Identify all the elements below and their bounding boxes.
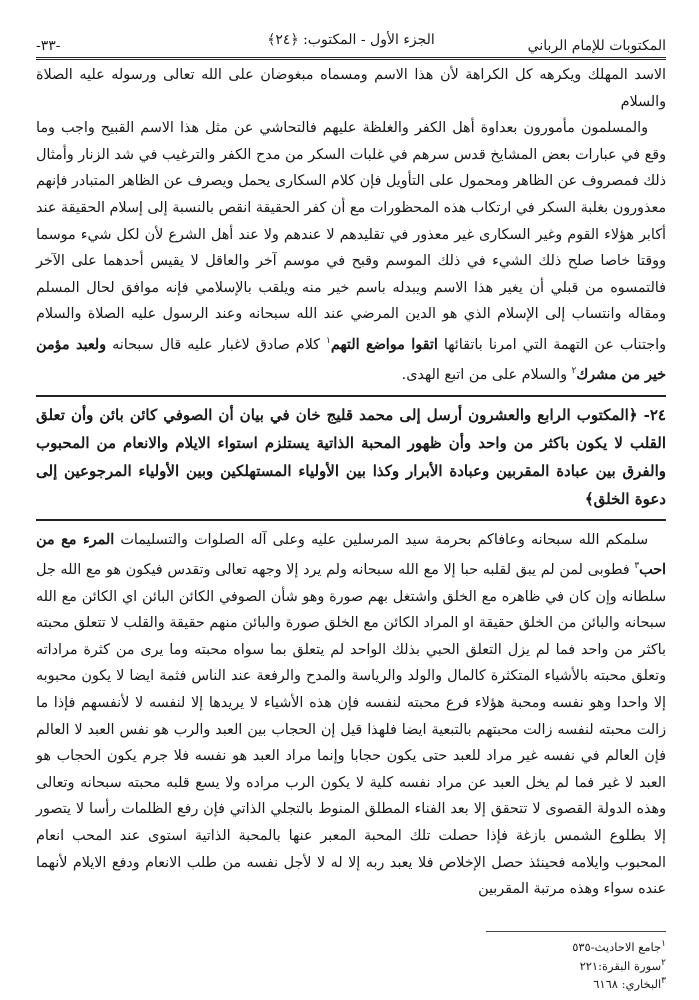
intro-text (36, 62, 666, 389)
footnote-ref-2: ٢ (571, 366, 577, 377)
hadith-quote: اتقوا مواضع التهم (330, 336, 438, 353)
intro-closing: والسلام على من اتبع الهدى. (401, 367, 572, 384)
section-title: الجزء الأول - المكتوب: ﴿٢٤﴾ (267, 32, 435, 48)
footnote-ref-3: ٣ (634, 561, 640, 572)
intro-line: الاسد المهلك ويكرهه كل الكراهة لأن هذا الاسم ومسماه مبغوضان على الله تعالى ورسوله عليه الصلاة والسلام (36, 67, 666, 110)
footnote-2 (36, 955, 666, 974)
footnote-divider (486, 931, 666, 932)
hadith-opening: المرء مع من احب (36, 531, 667, 579)
book-title: المكتوبات للإمام الرباني (527, 38, 666, 54)
intro-paragraph (36, 115, 666, 388)
footnotes (36, 936, 666, 992)
letter-heading: ٢٤- ﴿المكتوب الرابع والعشرون أرسل إلى محمد قليج خان في بيان أن الصوفي كائن بائن وأن تعلق القلب لا يكون باكثر من واحد وأن ظهور المحبة الذاتية يستلزم استواء الايلام والانعام من المحبوب والفرق بين عبادة المقربين وعبادة الأبرار وكذا بين الأولياء المستهلكين وبين الأولياء المرجوعين إلى دعوة الخلق﴾ (36, 397, 666, 521)
quran-quote: ولعبد مؤمن خير من مشرك (36, 336, 666, 384)
letter-body (36, 527, 666, 903)
footnote-number: ٣ (661, 976, 666, 987)
footnote-ref-1: ١ (325, 335, 331, 346)
footnote-number: ٢ (661, 957, 666, 968)
body-text: فطوبى لمن لم يبق لقلبه حبا إلا مع الله سبحانه ولم يرد إلا وجهه تعالى وتقدس فيكون هو مع الله جل سلطانه وإن كان في ظاهره مع الخلق واشتغل بهم صورة وهو شأن الصوفي الكائن البائن اي الكائن مع الله سبحانه والبائن من الخلق حقيقة او المراد الكائن مع الخلق صورة والبائن منهم حقيقة والقلب لا تتعلق محبته باكثر من واحد فما لم يزل التعلق الحبي بذلك الواحد لم يتعلق بما سواه محبته وما يرى من كثرة مراداته وتعلق محبته بالأشياء المتكثرة كالمال والولد والرياسة والمدح والرفعة عند الناس فثمة ايضا لا يكون محبوبه إلا واحدا وهو نفسه ومحبة هؤلاء فرع محبته لنفسه فإن هذه الأشياء لا يريدها إلا لنفسه لا لأنفسهم فإذا ما زالت محبته لنفسه زالت محبتهم بالتبعية ايضا فلهذا قيل إن الحجاب بين العبد والرب هو نفس العبد لا العالم فإن العالم في نفسه غير مراد للعبد حتى يكون حجابا وإنما مراد العبد هو نفسه فلا جرم يكون الحجاب هو العبد لا غير فما لم يخل العبد عن مراد نفسه كلية لا يكون الرب مراده ولا يسع قلبه محبته سبحانه وتعالى وهذه الدولة القصوى لا تتحقق إلا بعد الفناء المطلق المنوط بالتجلي الذاتي فإن رفع الظلمات رأسا لا يتصور إلا بطلوع الشمس بازغة فإذا حصلت تلك المحبة المعبر عنها بالمحبة الذاتية استوى عند المحب انعام المحبوب وايلامه فحينئذ حصل الإخلاص فلا يعبد ربه إلا له لا لأجل نفسه من طلب الانعام ودفع الايلام لأنهما عنده سواء وهذه مرتبة المقربين (36, 562, 666, 898)
page-number: -٣٣- (36, 38, 61, 54)
page-header (36, 30, 666, 60)
footnote-3 (36, 973, 666, 992)
footnote-1 (36, 936, 666, 955)
body-paragraph (36, 527, 666, 903)
body-opening: سلمكم الله سبحانه وعافاكم بحرمة سيد المرسلين عليه وعلى آله الصلوات والتسليمات (114, 531, 649, 548)
footnote-number: ١ (661, 938, 666, 949)
footnote-text: سورة البقرة:٢٢١ (579, 958, 662, 973)
intro-mid-text: كلام صادق لاغبار عليه قال سبحانه (106, 336, 326, 353)
intro-paragraph-text: والمسلمون مأمورون بعداوة أهل الكفر والغلظة عليهم فالتحاشي عن مثل هذا الاسم القبيح واجب وما وقع في عبارات بعض المشايخ قدس سرهم في غلبات السكر من مدح الكفر والترغيب في شد الزنار وأمثال ذلك فمصروف عن الظاهر ومحمول على التأويل فإن كلام السكارى يحمل ويصرف عن الظاهر المتبادر فإنهم معذورون بغلبة السكر في ارتكاب هذه المحظورات مع أن كفر الحقيقة انقص بالنسبة إلى إسلام الحقيقة عند أكابر هؤلاء القوم وغير السكارى غير معذور في تقليدهم لا عندهم ولا عند أهل الشرع لأن لكل شيء موسما ووقتا خاصا صلح ذلك الشيء في ذلك الموسم وقبح في موسم آخر والعاقل لا يقيس أحدهما على الآخر فالتمسوه من قبلي أن يغير هذا الاسم ويبدله باسم خير منه ويلقب بالإسلامي فإنه موافق لحال المسلم ومقاله وانتساب إلى الإسلام الذي هو الدين المرضي عند الله سبحانه وعند الرسول عليه الصلاة والسلام واجتناب عن التهمة التي امرنا باتقائها (36, 120, 667, 353)
footnote-text: جامع الاحاديث-٥٣٥ (572, 939, 662, 954)
document-page (36, 30, 667, 992)
footnote-text: البخاري: ٦١٦٨ (593, 977, 662, 992)
